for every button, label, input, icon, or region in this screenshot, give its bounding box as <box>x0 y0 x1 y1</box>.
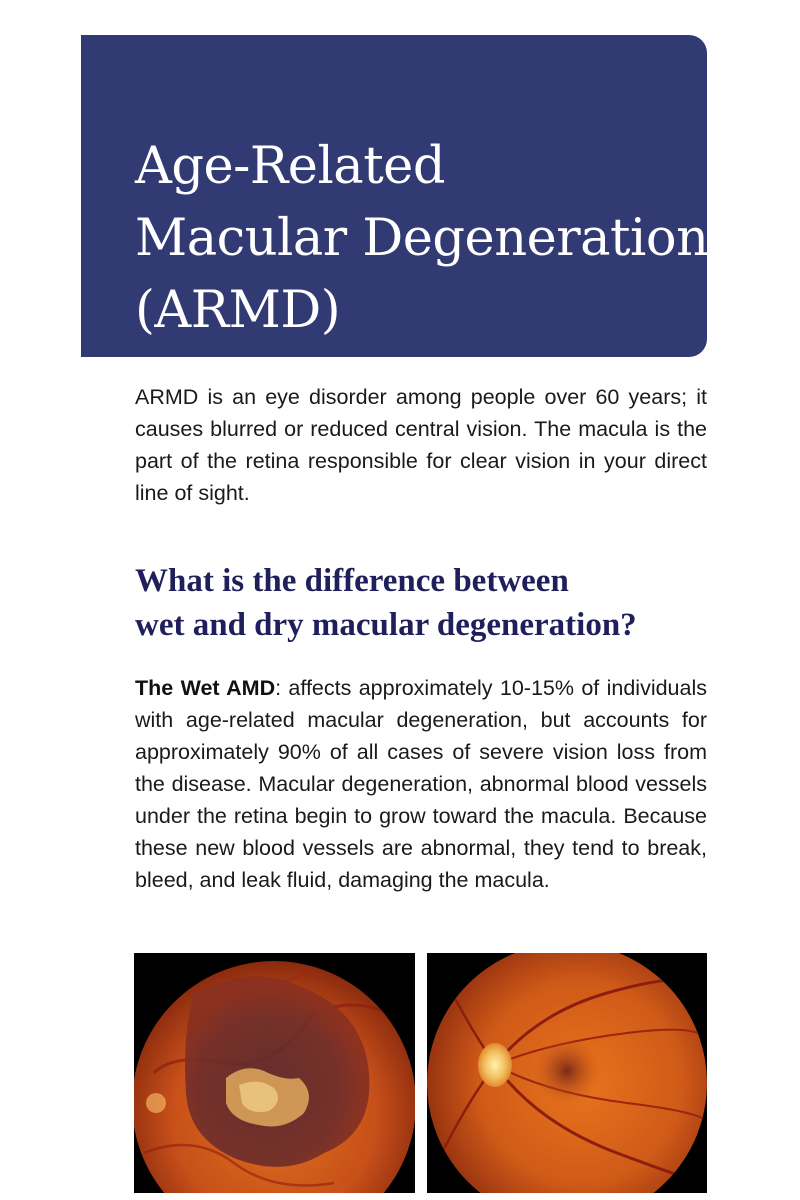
wet-amd-text: : affects approximately 10-15% of individuals with age-related macular degeneration, but accounts for approximately 90% of all cases of severe vision loss from the disease. Macular degeneration, abnormal blood vessels under the retina begin to grow toward the macula. Because these new blood vessels are abnormal, they tend to break, bleed, and leak fluid, damaging the macula. <box>135 676 707 892</box>
header-banner <box>81 35 707 357</box>
title-line: (ARMD) <box>135 281 341 340</box>
intro-paragraph: ARMD is an eye disorder among people over 60 years; it causes blurred or reduced central vision. The macula is the part of the retina responsible for clear vision in your direct line of sight. <box>135 385 707 505</box>
title-line: Macular Degeneration <box>135 209 709 268</box>
heading-line: wet and dry macular degeneration? <box>135 607 637 643</box>
heading-line: What is the difference between <box>135 563 569 599</box>
wet-amd-label: The Wet AMD <box>135 676 276 700</box>
section-heading <box>135 559 735 647</box>
normal-fundus-photo <box>427 953 707 1193</box>
page-title <box>135 131 707 347</box>
wet-amd-fundus-photo <box>134 953 415 1193</box>
wet-amd-paragraph <box>135 672 707 896</box>
title-line: Age-Related <box>135 137 446 196</box>
